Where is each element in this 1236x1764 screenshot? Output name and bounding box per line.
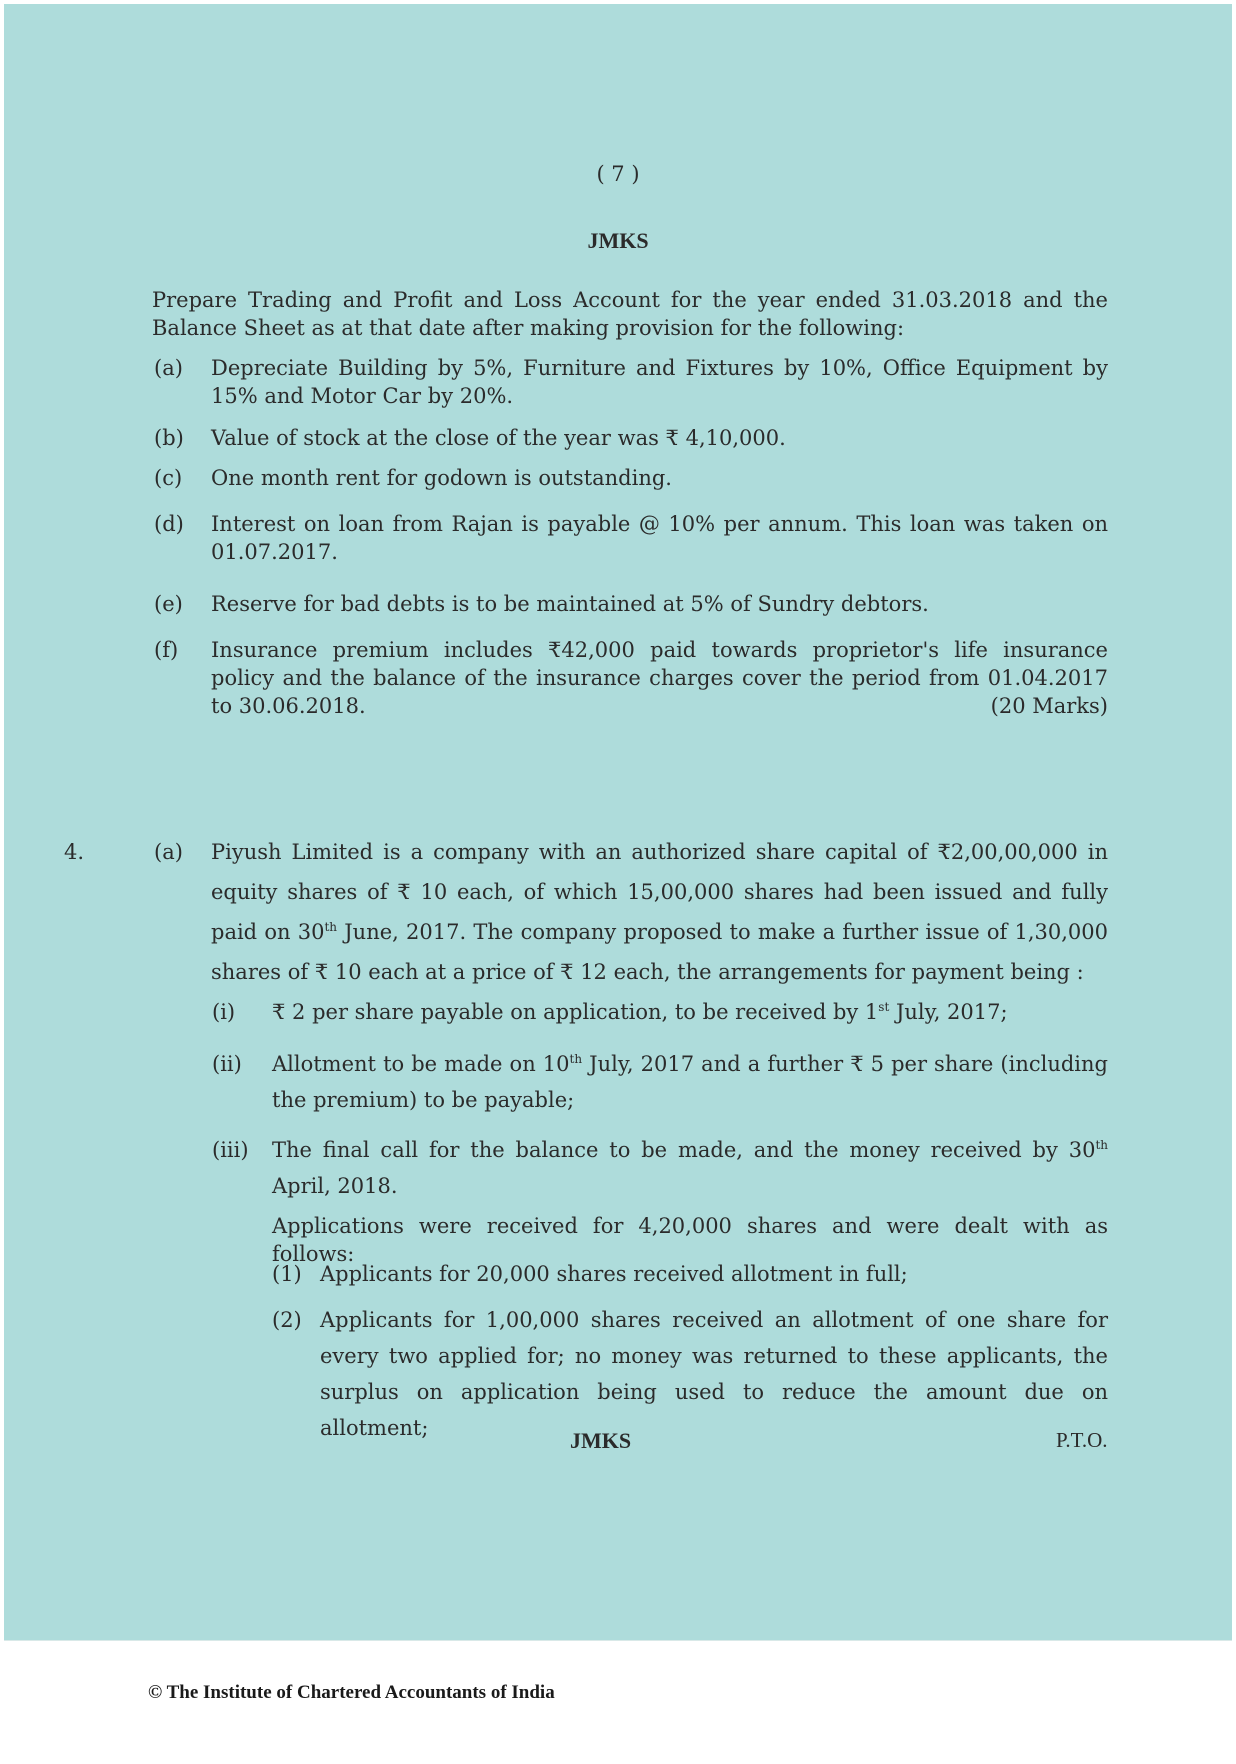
copyright-notice: © The Institute of Chartered Accountants of India bbox=[148, 1682, 555, 1703]
provision-label: (d) bbox=[154, 512, 184, 536]
term-text-part: July, 2017 and a further ₹ 5 per share (including the premium) to be payable; bbox=[272, 1052, 1108, 1112]
term-text-part: Allotment to be made on 10 bbox=[272, 1052, 570, 1076]
please-turn-over: P.T.O. bbox=[1056, 1428, 1108, 1452]
term-text bbox=[272, 1132, 1108, 1204]
superscript: th bbox=[1095, 1138, 1108, 1152]
term-text bbox=[272, 1046, 1108, 1118]
provision-text: Reserve for bad debts is to be maintained at 5% of Sundry debtors. bbox=[211, 592, 929, 616]
question-intro: Prepare Trading and Profit and Loss Account for the year ended 31.03.2018 and the Balance Sheet as at that date after making provision for the following: bbox=[152, 288, 1108, 340]
provision-f bbox=[211, 636, 1108, 720]
application-text: Applicants for 20,000 shares received allotment in full; bbox=[320, 1262, 908, 1286]
provision-label: (f) bbox=[154, 638, 179, 662]
question-4a-text bbox=[211, 832, 1108, 992]
page-number: ( 7 ) bbox=[596, 162, 640, 186]
question-part-label: (a) bbox=[154, 840, 183, 864]
term-text bbox=[272, 992, 1108, 1032]
term-label: (i) bbox=[212, 1000, 236, 1024]
term-text-part: July, 2017; bbox=[889, 1000, 1008, 1024]
question-paper-sheet bbox=[4, 4, 1232, 1640]
superscript: th bbox=[324, 920, 338, 934]
paper-code-header: JMKS bbox=[587, 228, 649, 253]
applications-intro: Applications were received for 4,20,000 shares and were dealt with as follows: bbox=[272, 1214, 1108, 1266]
marks-label: (20 Marks) bbox=[990, 694, 1108, 718]
question-4a-text-part: June, 2017. The company proposed to make a further issue of 1,30,000 shares of ₹ 10 each at a price of ₹ 12 each, the arrangements for payment being : bbox=[211, 920, 1108, 984]
term-text-part: April, 2018. bbox=[272, 1174, 398, 1198]
term-text-part: The final call for the balance to be made, and the money received by 30 bbox=[272, 1138, 1096, 1162]
provision-text: One month rent for godown is outstanding. bbox=[211, 466, 672, 490]
term-label: (iii) bbox=[212, 1138, 249, 1162]
question-4a-text-part: Piyush Limited is a company with an authorized share capital of ₹2,00,00,000 in equity shares of ₹ 10 each, of which 15,00,000 shares had been issued and fully paid on 30 bbox=[211, 840, 1108, 944]
provision-text: Depreciate Building by 5%, Furniture and Fixtures by 10%, Office Equipment by 15% and Motor Car by 20%. bbox=[211, 356, 1108, 408]
superscript: th bbox=[569, 1052, 583, 1066]
provision-text: Insurance premium includes ₹42,000 paid towards proprietor's life insurance policy and the balance of the insurance charges cover the period from 01.04.2017 to 30.06.2018. bbox=[211, 638, 1108, 718]
application-label: (2) bbox=[272, 1308, 302, 1332]
term-label: (ii) bbox=[212, 1052, 242, 1076]
term-text-part: ₹ 2 per share payable on application, to be received by 1 bbox=[272, 1000, 879, 1024]
application-label: (1) bbox=[272, 1262, 302, 1286]
question-number: 4. bbox=[64, 840, 85, 864]
provision-label: (c) bbox=[154, 466, 183, 490]
provision-label: (a) bbox=[154, 356, 183, 380]
sheet-edge bbox=[4, 1640, 1232, 1641]
provision-text: Value of stock at the close of the year was ₹ 4,10,000. bbox=[211, 426, 786, 450]
provision-label: (e) bbox=[154, 592, 183, 616]
provision-label: (b) bbox=[154, 426, 184, 450]
superscript: st bbox=[878, 1000, 890, 1014]
application-text: Applicants for 1,00,000 shares received an allotment of one share for every two applied for; no money was returned to these applicants, the surplus on application being used to reduce the amount due on allotment; bbox=[320, 1308, 1108, 1440]
provision-text: Interest on loan from Rajan is payable @ 10% per annum. This loan was taken on 01.07.2017. bbox=[211, 512, 1108, 564]
paper-code-footer: JMKS bbox=[570, 1428, 632, 1453]
